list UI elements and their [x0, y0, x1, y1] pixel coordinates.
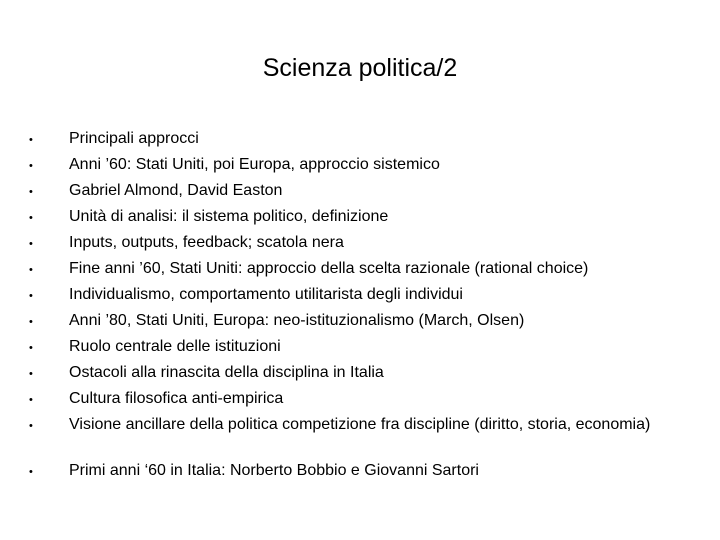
bullet-item: [0, 461, 720, 487]
bullet-text: Gabriel Almond, David Easton: [69, 182, 283, 199]
bullet-text: Cultura filosofica anti-empirica: [69, 390, 284, 407]
slide-title: Scienza politica/2: [262, 54, 458, 82]
bullet-item: [0, 233, 720, 259]
bullet-item: [0, 129, 720, 155]
bullet-text: Individualismo, comportamento utilitarista degli individui: [69, 286, 463, 303]
bullet-icon: •: [29, 238, 33, 250]
bullet-icon: •: [29, 160, 33, 172]
bullet-item: [0, 337, 720, 363]
bullet-item: [0, 155, 720, 181]
bullet-list: [0, 129, 720, 487]
bullet-icon: •: [29, 212, 33, 224]
bullet-item: [0, 415, 720, 461]
bullet-text: Unità di analisi: il sistema politico, definizione: [69, 208, 389, 225]
bullet-item: [0, 181, 720, 207]
bullet-icon: •: [29, 134, 33, 146]
bullet-text: Anni ’80, Stati Uniti, Europa: neo-istituzionalismo (March, Olsen): [69, 312, 525, 329]
bullet-icon: •: [29, 420, 33, 432]
bullet-text: Primi anni ‘60 in Italia: Norberto Bobbio e Giovanni Sartori: [69, 462, 479, 479]
bullet-icon: •: [29, 394, 33, 406]
bullet-icon: •: [29, 368, 33, 380]
bullet-item: [0, 389, 720, 415]
bullet-icon: •: [29, 290, 33, 302]
bullet-icon: •: [29, 186, 33, 198]
bullet-icon: •: [29, 264, 33, 276]
bullet-text: Principali approcci: [69, 130, 199, 147]
bullet-text: Ostacoli alla rinascita della disciplina in Italia: [69, 364, 384, 381]
bullet-icon: •: [29, 342, 33, 354]
bullet-text: Visione ancillare della politica competizione fra discipline (diritto, storia, economia): [69, 416, 651, 433]
bullet-text: Anni ’60: Stati Uniti, poi Europa, approccio sistemico: [69, 156, 440, 173]
bullet-item: [0, 363, 720, 389]
bullet-item: [0, 207, 720, 233]
bullet-item: [0, 259, 720, 285]
bullet-text: Fine anni ’60, Stati Uniti: approccio della scelta razionale (rational choice): [69, 260, 589, 277]
bullet-icon: •: [29, 316, 33, 328]
bullet-item: [0, 285, 720, 311]
bullet-item: [0, 311, 720, 337]
bullet-text: Inputs, outputs, feedback; scatola nera: [69, 234, 344, 251]
bullet-text: Ruolo centrale delle istituzioni: [69, 338, 281, 355]
bullet-icon: •: [29, 466, 33, 478]
